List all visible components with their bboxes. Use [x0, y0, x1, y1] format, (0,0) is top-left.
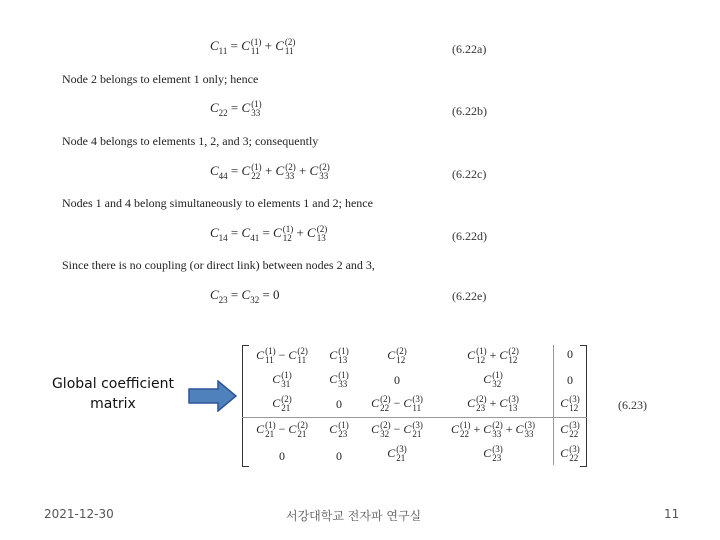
- matrix-cell: 0: [336, 397, 342, 411]
- equation-number: (6.22a): [452, 42, 487, 56]
- matrix-left-bracket: [242, 345, 249, 467]
- matrix-cell: C (1) 21 − C (2) 21: [256, 420, 308, 439]
- matrix-cell: C (3) 12: [560, 394, 580, 413]
- equation-6-22d: $C_{14} = C_{41} = C$ (1) 12 + C (2) 13: [210, 224, 328, 244]
- matrix-cell: C (1) 11 − C (2) 11: [256, 346, 308, 365]
- matrix-cell: C (1) 22 + C (2) 33 + C (3) 33: [450, 420, 536, 439]
- paragraph: Node 4 belongs to elements 1, 2, and 3; consequently: [62, 134, 319, 148]
- caption-line: Global coefficient: [51, 376, 175, 392]
- matrix-cell: 0: [336, 449, 342, 463]
- matrix-caption: [38, 374, 188, 414]
- equation-number: (6.22e): [452, 289, 487, 303]
- equation-6-22c: $C_{44} = C$ (1) 22 + C (2) 33 + C (2) 33: [210, 162, 330, 182]
- matrix-cell: 0: [567, 373, 573, 387]
- matrix-cell: C (3) 21: [387, 444, 407, 463]
- paragraph: Since there is no coupling (or direct link) between nodes 2 and 3,: [62, 258, 375, 272]
- matrix-cell: C (3) 23: [483, 444, 503, 463]
- matrix-cell: C (1) 31: [272, 370, 292, 389]
- footer-date: 2021-12-30: [44, 507, 114, 521]
- equation-number: (6.22c): [452, 167, 487, 181]
- matrix-right-bracket: [580, 345, 587, 467]
- matrix-cell: 0: [279, 449, 285, 463]
- equation-number: (6.22d): [452, 229, 487, 243]
- matrix-cell: C (1) 32: [483, 370, 503, 389]
- matrix-cell: C (2) 23 + C (3) 13: [467, 394, 519, 413]
- matrix-cell: C (2) 12: [387, 346, 407, 365]
- matrix-cell: C (2) 22 − C (3) 11: [371, 394, 423, 413]
- matrix-cell: C (1) 13: [329, 346, 349, 365]
- equation-6-22e: $C_{23} = C_{32} = 0$: [210, 287, 280, 305]
- matrix-cell: C (1) 12 + C (2) 12: [467, 346, 519, 365]
- equation-6-22b: $C_{22} = C$ (1) 33: [210, 99, 262, 119]
- right-arrow-icon: [188, 380, 238, 412]
- matrix-cell: C (1) 33: [329, 370, 349, 389]
- matrix-cell: C (3) 22: [560, 420, 580, 439]
- paragraph: Node 2 belongs to element 1 only; hence: [62, 72, 259, 86]
- matrix-cell: 0: [567, 347, 573, 361]
- equation-number: (6.23): [618, 398, 647, 412]
- equation-6-22a: $C_{11} = C$ (1) 11 + C (2) 11: [210, 37, 296, 57]
- matrix-cell: 0: [394, 373, 400, 387]
- matrix-divider: [242, 417, 587, 418]
- matrix-cell: C (2) 32 − C (3) 21: [371, 420, 423, 439]
- equation-number: (6.22b): [452, 104, 487, 118]
- matrix-divider: [553, 345, 554, 465]
- matrix-cell: C (3) 22: [560, 444, 580, 463]
- paragraph: Nodes 1 and 4 belong simultaneously to elements 1 and 2; hence: [62, 196, 373, 210]
- page-number: 11: [664, 507, 680, 521]
- footer-organization: 서강대학교 전자파 연구실: [286, 509, 422, 523]
- matrix-cell: C (2) 21: [272, 394, 292, 413]
- caption-line: matrix: [90, 396, 136, 412]
- matrix-cell: C (1) 23: [329, 420, 349, 439]
- global-coefficient-matrix: [242, 345, 587, 465]
